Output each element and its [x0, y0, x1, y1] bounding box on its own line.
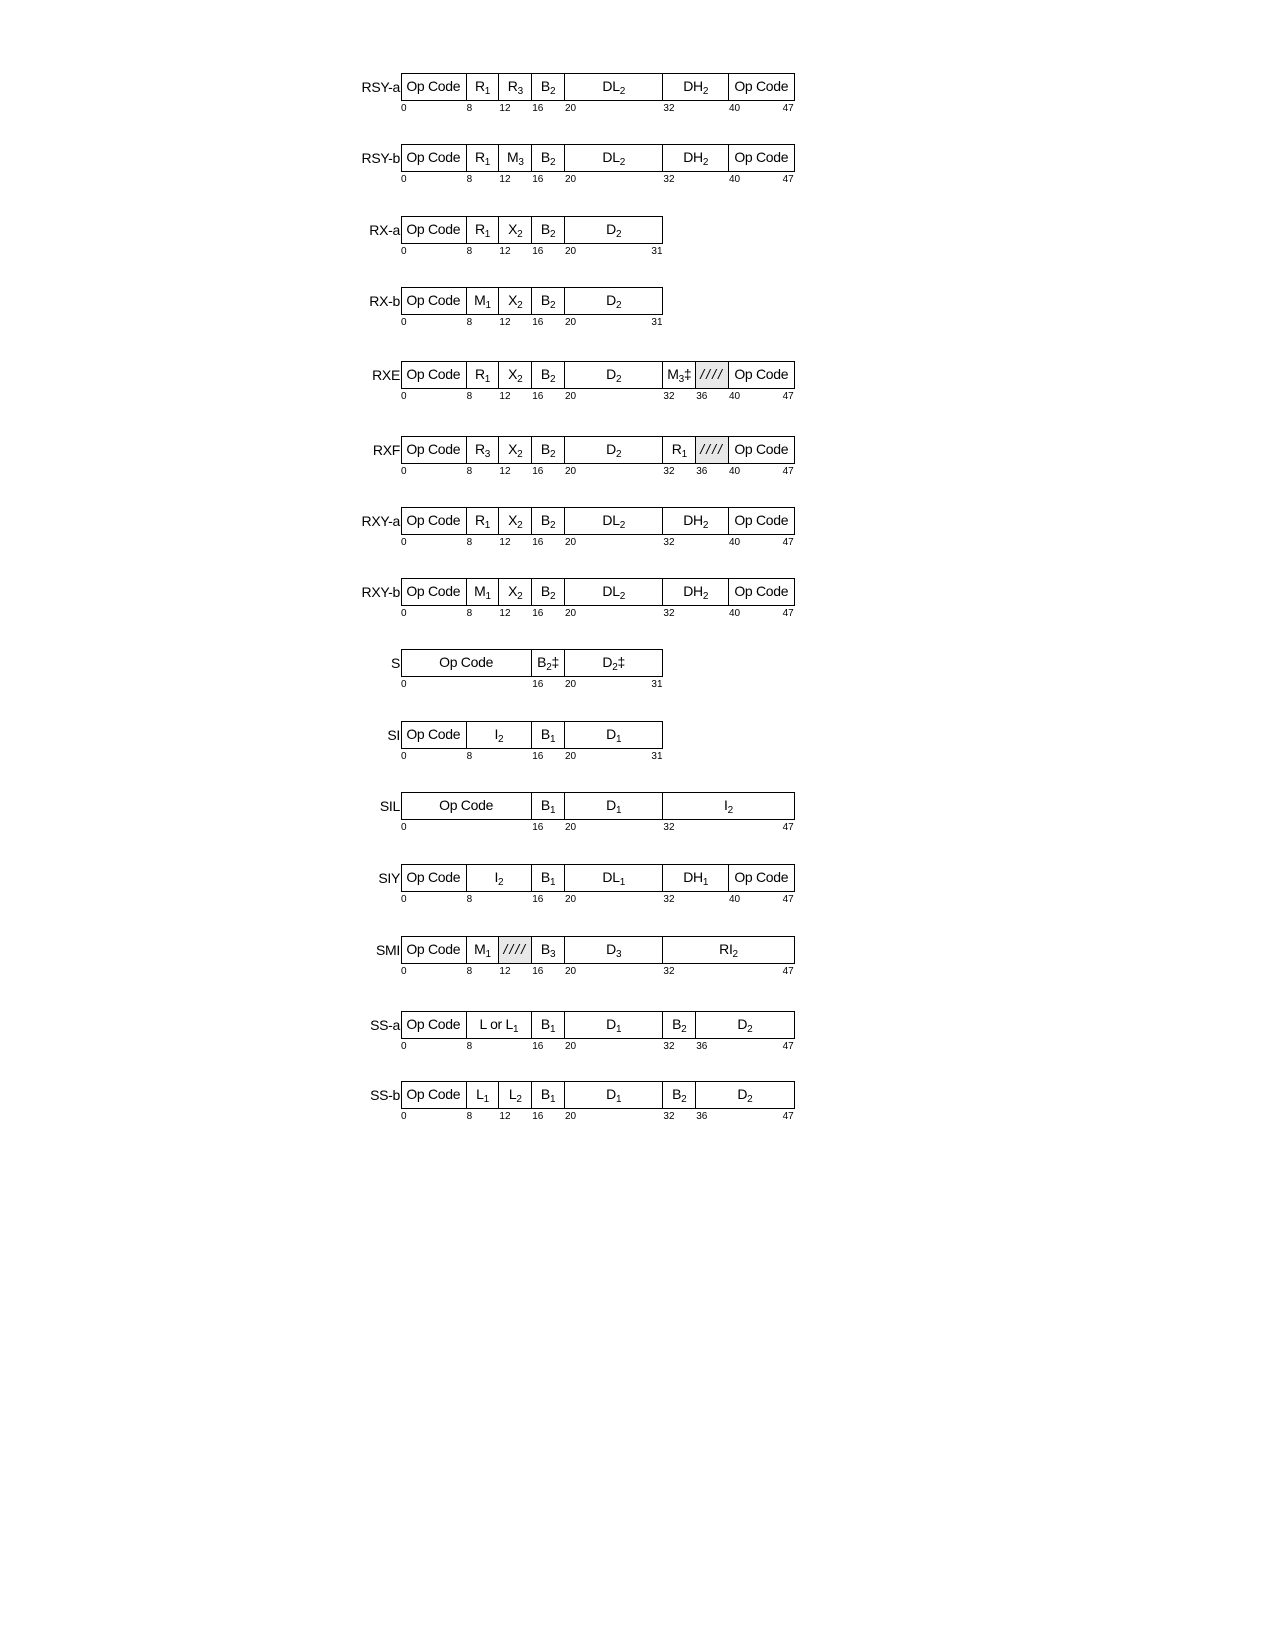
bit-position-label: 12 — [499, 174, 511, 185]
format-row — [0, 436, 1275, 496]
bit-position-label: 16 — [532, 679, 544, 690]
field-cell: $B_2$ — [532, 217, 565, 243]
bit-position-label: 47 — [782, 391, 794, 402]
field-cell: $D_1$ — [565, 1012, 663, 1038]
format-box — [401, 936, 795, 964]
format-box — [401, 507, 795, 535]
bit-position-label: 12 — [499, 103, 511, 114]
bit-position-scale — [401, 1111, 801, 1125]
field-cell: $D_2$ — [565, 217, 663, 243]
field-cell: $X_2$ — [499, 288, 532, 314]
field-cell: $X_2$ — [499, 437, 532, 463]
field-cell: $B_2$ — [532, 362, 565, 388]
bit-position-label: 40 — [729, 608, 741, 619]
bit-position-scale — [401, 246, 801, 260]
field-cell: $R_1$ — [467, 145, 500, 171]
bit-position-label: 31 — [651, 751, 663, 762]
bit-position-label: 32 — [663, 466, 675, 477]
bit-position-label: 16 — [532, 966, 544, 977]
bit-position-label: 0 — [401, 174, 407, 185]
field-cell: Op Code — [729, 508, 795, 534]
field-cell: $L_2$ — [499, 1082, 532, 1108]
format-label: S — [390, 655, 400, 671]
field-cell: $DH_1$ — [663, 865, 729, 891]
bit-position-label: 20 — [565, 751, 577, 762]
bit-position-label: 0 — [401, 1041, 407, 1052]
bit-position-label: 8 — [466, 317, 473, 328]
field-cell: L or $L_1$ — [467, 1012, 533, 1038]
field-cell: $X_2$ — [499, 362, 532, 388]
format-box — [401, 1081, 795, 1109]
bit-position-label: 8 — [466, 537, 473, 548]
bit-position-label: 0 — [401, 679, 407, 690]
field-cell: $B_2$ — [532, 288, 565, 314]
field-cell: $X_2$ — [499, 579, 532, 605]
format-label: RX-b — [369, 293, 400, 309]
field-cell: $DL_2$ — [565, 579, 663, 605]
field-cell: Op Code — [401, 288, 467, 314]
bit-position-label: 36 — [696, 466, 708, 477]
bit-position-label: 40 — [729, 174, 741, 185]
reserved-field: //// — [696, 437, 729, 463]
field-cell: Op Code — [729, 579, 795, 605]
field-cell: $DL_2$ — [565, 74, 663, 100]
format-row — [0, 649, 1275, 709]
bit-position-label: 16 — [532, 466, 544, 477]
field-cell: $R_1$ — [467, 362, 500, 388]
format-row — [0, 1011, 1275, 1071]
format-box — [401, 287, 663, 315]
bit-position-label: 16 — [532, 103, 544, 114]
field-cell: $R_3$ — [499, 74, 532, 100]
format-label: SIY — [378, 870, 400, 886]
format-label: RXE — [372, 367, 400, 383]
format-box — [401, 721, 663, 749]
bit-position-scale — [401, 174, 801, 188]
format-label: RXY-b — [361, 584, 400, 600]
bit-position-label: 20 — [565, 174, 577, 185]
field-cell: Op Code — [401, 437, 467, 463]
bit-position-scale — [401, 751, 801, 765]
bit-position-label: 20 — [565, 1041, 577, 1052]
bit-position-scale — [401, 317, 801, 331]
field-cell: Op Code — [401, 1082, 467, 1108]
bit-position-label: 16 — [532, 822, 544, 833]
field-cell: Op Code — [401, 1012, 467, 1038]
bit-position-label: 16 — [532, 391, 544, 402]
field-cell: $DL_2$ — [565, 508, 663, 534]
field-cell: Op Code — [401, 74, 467, 100]
bit-position-label: 36 — [696, 1041, 708, 1052]
field-cell: $D_3$ — [565, 937, 663, 963]
bit-position-label: 32 — [663, 391, 675, 402]
bit-position-label: 8 — [466, 894, 473, 905]
bit-position-label: 16 — [532, 317, 544, 328]
bit-position-label: 47 — [782, 608, 794, 619]
format-box — [401, 792, 795, 820]
bit-position-label: 8 — [466, 751, 473, 762]
bit-position-label: 8 — [466, 966, 473, 977]
bit-position-label: 20 — [565, 966, 577, 977]
bit-position-label: 12 — [499, 1111, 511, 1122]
field-cell: Op Code — [729, 865, 795, 891]
format-box — [401, 649, 663, 677]
field-cell: $R_1$ — [467, 508, 500, 534]
field-cell: $B_2$ — [532, 145, 565, 171]
field-cell: $D_2$ — [696, 1012, 794, 1038]
format-row — [0, 361, 1275, 421]
bit-position-label: 16 — [532, 1111, 544, 1122]
field-cell: $I_2$ — [467, 722, 533, 748]
bit-position-label: 0 — [401, 246, 407, 257]
bit-position-label: 8 — [466, 1041, 473, 1052]
bit-position-scale — [401, 466, 801, 480]
bit-position-label: 47 — [782, 1041, 794, 1052]
field-cell: $B_2$ — [663, 1012, 696, 1038]
bit-position-label: 47 — [782, 966, 794, 977]
field-cell: $D_1$ — [565, 793, 663, 819]
bit-position-label: 47 — [782, 822, 794, 833]
bit-position-label: 0 — [401, 103, 407, 114]
format-label: RX-a — [369, 222, 400, 238]
field-cell: $D_2\ddagger$ — [565, 650, 663, 676]
format-row — [0, 507, 1275, 567]
bit-position-label: 40 — [729, 391, 741, 402]
format-row — [0, 1081, 1275, 1141]
bit-position-label: 31 — [651, 246, 663, 257]
bit-position-label: 12 — [499, 466, 511, 477]
bit-position-label: 31 — [651, 317, 663, 328]
bit-position-label: 20 — [565, 466, 577, 477]
field-cell: $R_3$ — [467, 437, 500, 463]
bit-position-scale — [401, 679, 801, 693]
field-cell: $X_2$ — [499, 217, 532, 243]
field-cell: Op Code — [401, 579, 467, 605]
bit-position-scale — [401, 391, 801, 405]
bit-position-label: 0 — [401, 466, 407, 477]
bit-position-label: 36 — [696, 1111, 708, 1122]
field-cell: $RI_2$ — [663, 937, 794, 963]
field-cell: $D_1$ — [565, 1082, 663, 1108]
field-cell: $B_2$ — [532, 579, 565, 605]
format-box — [401, 864, 795, 892]
bit-position-label: 0 — [401, 537, 407, 548]
bit-position-label: 12 — [499, 608, 511, 619]
field-cell: Op Code — [729, 437, 795, 463]
bit-position-label: 32 — [663, 822, 675, 833]
field-cell: $R_1$ — [663, 437, 696, 463]
field-cell: Op Code — [729, 74, 795, 100]
field-cell: $B_1$ — [532, 865, 565, 891]
bit-position-label: 16 — [532, 751, 544, 762]
bit-position-label: 16 — [532, 1041, 544, 1052]
format-row — [0, 936, 1275, 996]
bit-position-label: 47 — [782, 466, 794, 477]
field-cell: $X_2$ — [499, 508, 532, 534]
bit-position-label: 8 — [466, 103, 473, 114]
field-cell: $B_1$ — [532, 1082, 565, 1108]
bit-position-label: 20 — [565, 608, 577, 619]
bit-position-scale — [401, 537, 801, 551]
bit-position-label: 8 — [466, 1111, 473, 1122]
field-cell: Op Code — [401, 650, 532, 676]
bit-position-label: 40 — [729, 103, 741, 114]
field-cell: $D_2$ — [565, 288, 663, 314]
bit-position-scale — [401, 1041, 801, 1055]
format-row — [0, 144, 1275, 204]
field-cell: $DL_1$ — [565, 865, 663, 891]
format-row — [0, 578, 1275, 638]
bit-position-label: 16 — [532, 174, 544, 185]
bit-position-label: 32 — [663, 174, 675, 185]
bit-position-label: 0 — [401, 391, 407, 402]
bit-position-label: 32 — [663, 103, 675, 114]
bit-position-label: 16 — [532, 246, 544, 257]
field-cell: $L_1$ — [467, 1082, 500, 1108]
format-row — [0, 721, 1275, 781]
field-cell: $M_1$ — [467, 937, 500, 963]
bit-position-label: 12 — [499, 966, 511, 977]
bit-position-label: 47 — [782, 537, 794, 548]
field-cell: $B_2$ — [532, 508, 565, 534]
bit-position-label: 32 — [663, 608, 675, 619]
field-cell: Op Code — [401, 508, 467, 534]
bit-position-label: 20 — [565, 317, 577, 328]
format-box — [401, 144, 795, 172]
bit-position-label: 20 — [565, 1111, 577, 1122]
format-label: RXY-a — [361, 513, 400, 529]
bit-position-label: 0 — [401, 608, 407, 619]
format-box — [401, 216, 663, 244]
bit-position-scale — [401, 966, 801, 980]
format-row — [0, 792, 1275, 852]
bit-position-label: 47 — [782, 894, 794, 905]
field-cell: $R_1$ — [467, 217, 500, 243]
bit-position-label: 16 — [532, 537, 544, 548]
field-cell: $DH_2$ — [663, 579, 729, 605]
bit-position-label: 12 — [499, 317, 511, 328]
bit-position-label: 0 — [401, 1111, 407, 1122]
bit-position-label: 16 — [532, 894, 544, 905]
field-cell: Op Code — [729, 362, 795, 388]
bit-position-label: 36 — [696, 391, 708, 402]
field-cell: $M_3$ — [499, 145, 532, 171]
format-box — [401, 1011, 795, 1039]
bit-position-label: 8 — [466, 466, 473, 477]
field-cell: $B_3$ — [532, 937, 565, 963]
bit-position-label: 47 — [782, 1111, 794, 1122]
bit-position-label: 20 — [565, 894, 577, 905]
field-cell: $D_2$ — [565, 362, 663, 388]
field-cell: $DL_2$ — [565, 145, 663, 171]
field-cell: Op Code — [401, 145, 467, 171]
format-box — [401, 73, 795, 101]
bit-position-label: 20 — [565, 246, 577, 257]
format-box — [401, 436, 795, 464]
field-cell: $B_1$ — [532, 1012, 565, 1038]
bit-position-label: 32 — [663, 1041, 675, 1052]
field-cell: $D_2$ — [565, 437, 663, 463]
format-label: SIL — [379, 798, 400, 814]
field-cell: $B_1$ — [532, 722, 565, 748]
field-cell: Op Code — [401, 217, 467, 243]
bit-position-label: 0 — [401, 966, 407, 977]
field-cell: $D_1$ — [565, 722, 663, 748]
reserved-field: //// — [499, 937, 532, 963]
bit-position-scale — [401, 822, 801, 836]
bit-position-scale — [401, 894, 801, 908]
field-cell: $DH_2$ — [663, 508, 729, 534]
field-cell: Op Code — [401, 362, 467, 388]
format-label: SI — [387, 727, 400, 743]
field-cell: $D_2$ — [696, 1082, 794, 1108]
format-box — [401, 578, 795, 606]
field-cell: Op Code — [401, 937, 467, 963]
format-row — [0, 73, 1275, 133]
field-cell: Op Code — [401, 722, 467, 748]
field-cell: $DH_2$ — [663, 74, 729, 100]
bit-position-label: 32 — [663, 966, 675, 977]
bit-position-label: 32 — [663, 1111, 675, 1122]
bit-position-label: 12 — [499, 246, 511, 257]
field-cell: $B_2$ — [532, 74, 565, 100]
bit-position-label: 20 — [565, 103, 577, 114]
format-box — [401, 361, 795, 389]
bit-position-label: 12 — [499, 537, 511, 548]
field-cell: $M_1$ — [467, 579, 500, 605]
bit-position-label: 8 — [466, 174, 473, 185]
field-cell: $B_1$ — [532, 793, 565, 819]
field-cell: $M_1$ — [467, 288, 500, 314]
bit-position-label: 47 — [782, 103, 794, 114]
field-cell: $B_2$ — [663, 1082, 696, 1108]
format-label: SS-b — [370, 1087, 400, 1103]
format-label: SMI — [376, 942, 400, 958]
bit-position-label: 20 — [565, 822, 577, 833]
bit-position-scale — [401, 103, 801, 117]
bit-position-label: 0 — [401, 317, 407, 328]
bit-position-label: 8 — [466, 246, 473, 257]
format-row — [0, 287, 1275, 347]
field-cell: Op Code — [401, 793, 532, 819]
bit-position-label: 20 — [565, 391, 577, 402]
format-row — [0, 216, 1275, 276]
field-cell: $B_2\ddagger$ — [532, 650, 565, 676]
field-cell: Op Code — [729, 145, 795, 171]
reserved-field: //// — [696, 362, 729, 388]
bit-position-label: 16 — [532, 608, 544, 619]
bit-position-label: 40 — [729, 894, 741, 905]
format-label: SS-a — [370, 1017, 400, 1033]
bit-position-label: 32 — [663, 894, 675, 905]
format-label: RXF — [372, 442, 400, 458]
field-cell: $R_1$ — [467, 74, 500, 100]
bit-position-label: 20 — [565, 537, 577, 548]
bit-position-label: 8 — [466, 391, 473, 402]
format-row — [0, 864, 1275, 924]
bit-position-label: 0 — [401, 894, 407, 905]
field-cell: Op Code — [401, 865, 467, 891]
field-cell: $B_2$ — [532, 437, 565, 463]
field-cell: $I_2$ — [467, 865, 533, 891]
bit-position-label: 40 — [729, 537, 741, 548]
bit-position-label: 0 — [401, 822, 407, 833]
bit-position-scale — [401, 608, 801, 622]
bit-position-label: 20 — [565, 679, 577, 690]
format-label: RSY-b — [361, 150, 400, 166]
field-cell: $I_2$ — [663, 793, 794, 819]
bit-position-label: 12 — [499, 391, 511, 402]
bit-position-label: 31 — [651, 679, 663, 690]
bit-position-label: 8 — [466, 608, 473, 619]
format-label: RSY-a — [361, 79, 400, 95]
field-cell: $DH_2$ — [663, 145, 729, 171]
bit-position-label: 40 — [729, 466, 741, 477]
bit-position-label: 32 — [663, 537, 675, 548]
bit-position-label: 0 — [401, 751, 407, 762]
field-cell: $M_3\ddagger$ — [663, 362, 696, 388]
bit-position-label: 47 — [782, 174, 794, 185]
